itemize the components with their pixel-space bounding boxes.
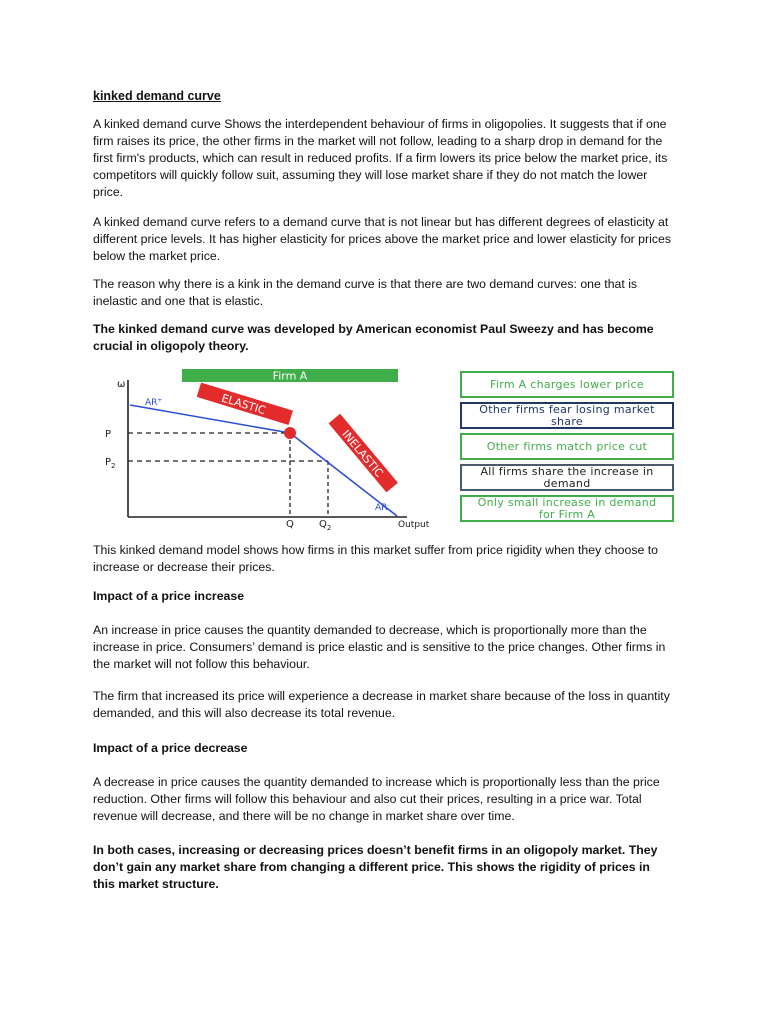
y-axis-label: ω <box>117 379 126 390</box>
quantity-q2-label: $Q_2$ <box>319 519 332 532</box>
paragraph-decrease-effect: A decrease in price causes the quantity demanded to increase which is proportionally less than the price reduction. Other firms will follow this behaviour and also cut their prices, resulting in a price war. Total revenue will decrease, and there will be no change in market share over time. <box>93 775 660 823</box>
firm-banner-label: Firm A <box>272 369 308 383</box>
heading-price-decrease: Impact of a price decrease <box>93 741 248 755</box>
kinked-demand-diagram <box>93 366 453 532</box>
inelastic-tag <box>329 414 398 493</box>
paragraph-sweezy: The kinked demand curve was developed by American economist Paul Sweezy and has become crucial in oligopoly theory. <box>93 322 654 353</box>
flow-step-2: Other firms fear losing market share <box>460 402 674 429</box>
inelastic-label: INELASTIC <box>339 427 386 480</box>
elastic-label: ELASTIC <box>219 391 268 418</box>
paragraph-kink-reason: The reason why there is a kink in the demand curve is that there are two demand curves: one that is inelastic and one that is elastic. <box>93 277 638 308</box>
paragraph-rigidity: This kinked demand model shows how firms in this market suffer from price rigidity when they choose to increase or decrease their prices. <box>93 543 658 574</box>
paragraph-definition: A kinked demand curve refers to a demand curve that is not linear but has different degrees of elasticity at different price levels. It has higher elasticity for prices above the market price and lower elasticity for prices below the market price. <box>93 215 671 263</box>
kinked-demand-figure <box>93 366 683 532</box>
price-p-label: P <box>105 429 112 440</box>
doc-title: kinked demand curve <box>93 89 221 103</box>
flow-step-1: Firm A charges lower price <box>460 371 674 398</box>
price-p2-label: $P_2$ <box>105 457 116 470</box>
output-axis-label: Output <box>398 520 430 530</box>
paragraph-conclusion: In both cases, increasing or decreasing prices doesn’t benefit firms in an oligopoly market. They don’t gain any market share from changing a different price. This shows the rigidity of prices in this market structure. <box>93 843 658 891</box>
ar-top-label: AR+ <box>145 397 163 408</box>
flow-step-4: All firms share the increase in demand <box>460 464 674 491</box>
kink-point <box>284 427 296 439</box>
heading-price-increase: Impact of a price increase <box>93 589 245 603</box>
paragraph-intro: A kinked demand curve Shows the interdependent behaviour of firms in oligopolies. It suggests that if one firm raises its price, the other firms in the market will not follow, leading to a sharp drop in demand for the first firm's products, which can result in reduced profits. If a firm lowers its price below the market price, its competitors will quickly follow suit, assuming they will lose market share if they do not match the lower price. <box>93 117 668 199</box>
paragraph-increase-share: The firm that increased its price will experience a decrease in market share because of the loss in quantity demanded, and this will also decrease its total revenue. <box>93 689 670 720</box>
flow-step-3: Other firms match price cut <box>460 433 674 460</box>
ar-bottom-label: AR- <box>375 502 390 513</box>
quantity-q-label: Q <box>286 519 294 530</box>
paragraph-increase-effect: An increase in price causes the quantity demanded to decrease, which is proportionally more than the increase in price. Consumers’ demand is price elastic and is sensitive to the price changes. Other firms in the market will not follow this behaviour. <box>93 623 666 671</box>
flow-step-5: Only small increase in demand for Firm A <box>460 495 674 522</box>
